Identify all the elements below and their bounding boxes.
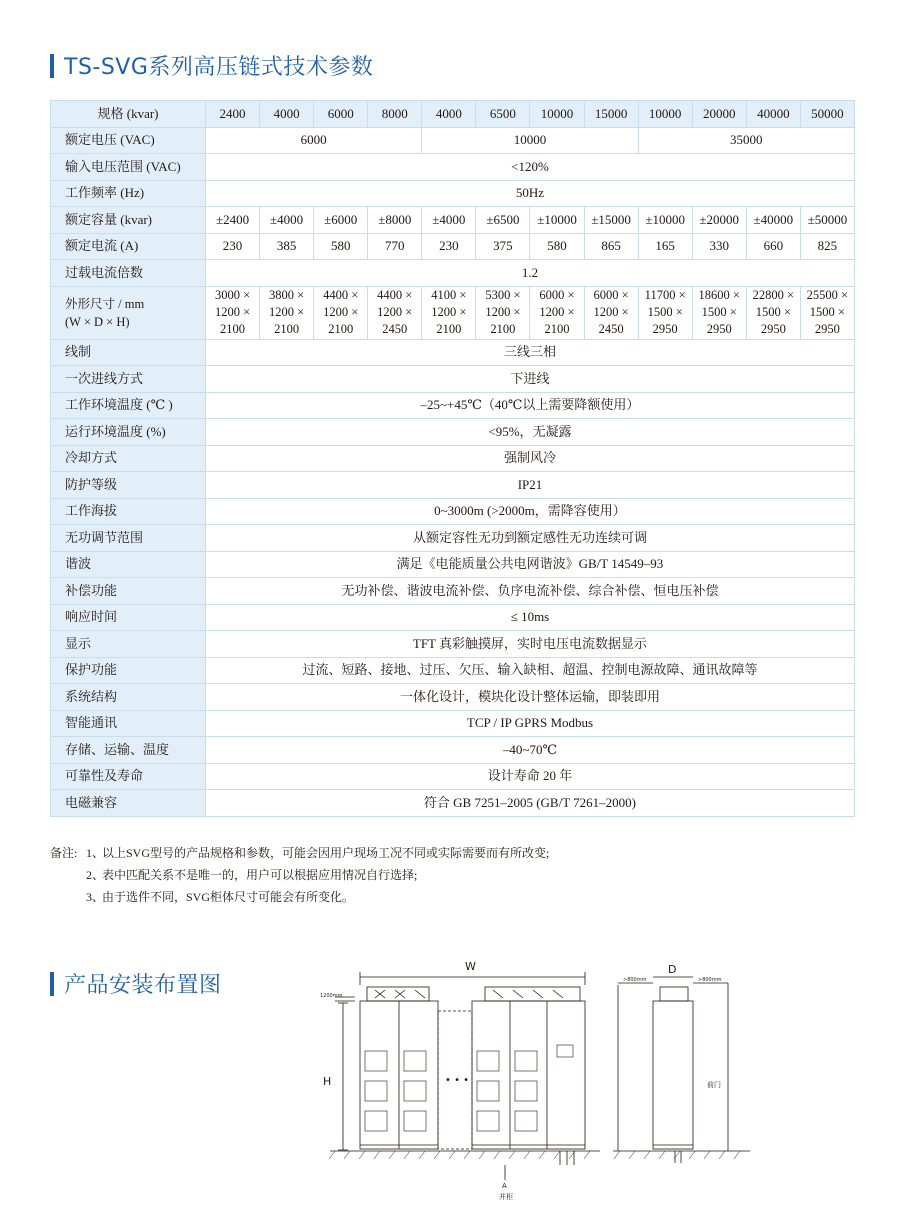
spec-cell: 0~3000m (>2000m，需降容使用） [206,498,855,525]
row-label: 一次进线方式 [51,366,206,393]
row-label: 响应时间 [51,604,206,631]
spec-cell: 770 [368,233,422,260]
row-label: 存储、运输、温度 [51,737,206,764]
table-row [51,472,855,499]
dim-line: 2100 [544,322,570,336]
spec-cell: 6000 [314,101,368,128]
spec-cell: 165 [638,233,692,260]
dim-line: 2950 [760,322,786,336]
spec-cell: 10000 [638,101,692,128]
row-label: 额定电压 (VAC) [51,127,206,154]
row-label: 防护等级 [51,472,206,499]
spec-cell: 15000 [584,101,638,128]
spec-cell: 4000 [422,101,476,128]
spec-cell [692,286,746,339]
notes-prefix: 备注: [50,846,78,860]
row-label: 额定容量 (kvar) [51,207,206,234]
table-row [51,233,855,260]
spec-cell: 50000 [800,101,854,128]
spec-cell [476,286,530,339]
spec-cell: 强制风冷 [206,445,855,472]
spec-cell: 6000 [206,127,422,154]
table-row [51,419,855,446]
note-text: 表中匹配关系不是唯一的，用户可以根据应用情况自行选择; [102,868,418,882]
dim-line: 11700 × [644,288,686,302]
spec-cell [746,286,800,339]
table-row [51,737,855,764]
row-label: 线制 [51,339,206,366]
spec-cell: ±40000 [746,207,800,234]
spec-cell: <120% [206,154,855,181]
spec-cell [206,286,260,339]
table-row [51,154,855,181]
table-row [51,710,855,737]
table-row [51,366,855,393]
dim-line: 1200 × [485,305,521,319]
dim-line: 2100 [328,322,354,336]
dim-line: 25500 × [806,288,849,302]
dim-line: 2100 [274,322,300,336]
spec-cell: 6500 [476,101,530,128]
spec-cell: 230 [206,233,260,260]
table-row [51,763,855,790]
spec-cell: 865 [584,233,638,260]
spec-cell: 下进线 [206,366,855,393]
dim-line: 1200 × [377,305,413,319]
dim-line: 3000 × [214,288,251,302]
table-row [51,286,855,339]
row-label: 工作频率 (Hz) [51,180,206,207]
note-text: 以上SVG型号的产品规格和参数，可能会因用户现场工况不同或实际需要而有所改变; [102,846,550,860]
dim-line: 1500 × [755,305,791,319]
label-h: H [323,1075,332,1088]
row-label: 工作海拔 [51,498,206,525]
spec-cell: 40000 [746,101,800,128]
row-label [51,286,206,339]
table-row [51,392,855,419]
note-3 [50,886,549,908]
dim-line: 1200 × [214,305,251,319]
spec-cell: 满足《电能质量公共电网谐波》GB/T 14549–93 [206,551,855,578]
table-row [51,339,855,366]
dim-line: 1200 × [539,305,575,319]
table-row [51,207,855,234]
table-row [51,525,855,552]
heading-bar [50,54,54,78]
spec-cell: ±10000 [638,207,692,234]
spec-cell: ±4000 [422,207,476,234]
row-label: 工作环境温度 (℃ ) [51,392,206,419]
row-label: 谐波 [51,551,206,578]
row-label: 无功调节范围 [51,525,206,552]
table-row [51,101,855,128]
table-row [51,684,855,711]
label-800-left: >800mm [623,977,647,983]
spec-cell: ±6500 [476,207,530,234]
spec-cell: ±8000 [368,207,422,234]
table-row [51,260,855,287]
label-1200: 1200mm [320,993,343,999]
spec-cell: 10000 [422,127,638,154]
spec-cell: TCP / IP GPRS Modbus [206,710,855,737]
spec-cell: ±20000 [692,207,746,234]
spec-cell: 580 [314,233,368,260]
label-dots: • • • [445,1075,470,1086]
row-label: 过载电流倍数 [51,260,206,287]
label-parallel: 并柜 [499,1193,513,1201]
notes [50,842,549,908]
row-label: 保护功能 [51,657,206,684]
spec-cell: 825 [800,233,854,260]
spec-cell: 设计寿命 20 年 [206,763,855,790]
label-w: W [465,960,476,973]
dim-label-line: (W × D × H) [65,314,130,329]
dim-line: 2100 [436,322,462,336]
label-800-right: >800mm [698,977,722,983]
spec-cell: 230 [422,233,476,260]
spec-cell: 4000 [260,101,314,128]
spec-cell [530,286,584,339]
spec-cell: 一体化设计，模块化设计整体运输，即装即用 [206,684,855,711]
dim-line: 4400 × [323,288,359,302]
section-heading-specs [50,50,373,81]
spec-cell: 2400 [206,101,260,128]
spec-cell: 580 [530,233,584,260]
note-text: 由于选件不同，SVG柜体尺寸可能会有所变化。 [102,890,355,904]
dim-line: 2950 [706,322,732,336]
spec-cell: <95%，无凝露 [206,419,855,446]
dim-line: 18600 × [698,288,740,302]
heading-bar [50,972,54,996]
table-row [51,631,855,658]
dim-line: 1200 × [431,305,467,319]
dim-line: 6000 × [593,288,629,302]
spec-cell: 符合 GB 7251–2005 (GB/T 7261–2000) [206,790,855,817]
row-label: 运行环境温度 (%) [51,419,206,446]
row-label: 可靠性及寿命 [51,763,206,790]
section-title: 产品安装布置图 [64,973,222,998]
dim-line: 2450 [598,322,624,336]
spec-cell [800,286,854,339]
spec-table [50,100,855,817]
dim-line: 1200 × [323,305,359,319]
label-a: A [502,1182,507,1190]
table-row [51,445,855,472]
table-row [51,790,855,817]
note-number: 1、 [86,846,105,860]
row-label: 系统结构 [51,684,206,711]
section-heading-layout [50,968,222,999]
table-row [51,578,855,605]
spec-cell: 660 [746,233,800,260]
dim-line: 5300 × [485,288,521,302]
table-row [51,127,855,154]
installation-diagram [315,955,765,1205]
row-label: 显示 [51,631,206,658]
row-label: 冷却方式 [51,445,206,472]
spec-cell: 1.2 [206,260,855,287]
table-row [51,180,855,207]
row-label: 补偿功能 [51,578,206,605]
dim-line: 6000 × [539,288,575,302]
spec-cell [368,286,422,339]
dim-line: 1200 × [593,305,629,319]
spec-cell: TFT 真彩触摸屏，实时电压电流数据显示 [206,631,855,658]
spec-cell: ±4000 [260,207,314,234]
spec-cell: ±15000 [584,207,638,234]
label-front-door: 前门 [707,1081,721,1089]
spec-cell: 从额定容性无功到额定感性无功连续可调 [206,525,855,552]
spec-cell: 三线三相 [206,339,855,366]
section-title: TS-SVG系列高压链式技术参数 [64,55,374,80]
note-number: 2、 [86,868,105,882]
dim-line: 1500 × [701,305,737,319]
spec-cell: IP21 [206,472,855,499]
row-label: 电磁兼容 [51,790,206,817]
note-number: 3、 [86,890,105,904]
spec-cell [422,286,476,339]
spec-cell: 375 [476,233,530,260]
row-label: 输入电压范围 (VAC) [51,154,206,181]
dim-line: 22800 × [752,288,795,302]
table-row [51,551,855,578]
dim-line: 2100 [220,322,246,336]
dim-line: 2100 [490,322,516,336]
spec-cell: 50Hz [206,180,855,207]
spec-cell: 330 [692,233,746,260]
dim-label-line: 外形尺寸 / mm [65,296,145,311]
spec-cell: 10000 [530,101,584,128]
dim-line: 1200 × [269,305,305,319]
row-label: 规格 (kvar) [51,101,206,128]
spec-cell: –40~70℃ [206,737,855,764]
spec-cell: 无功补偿、谐波电流补偿、负序电流补偿、综合补偿、恒电压补偿 [206,578,855,605]
spec-cell: 过流、短路、接地、过压、欠压、输入缺相、超温、控制电源故障、通讯故障等 [206,657,855,684]
row-label: 额定电流 (A) [51,233,206,260]
spec-cell [584,286,638,339]
spec-cell [260,286,314,339]
dim-line: 2450 [382,322,408,336]
table-row [51,604,855,631]
spec-cell: 35000 [638,127,854,154]
table-row [51,657,855,684]
dim-line: 4400 × [377,288,413,302]
spec-cell: ±50000 [800,207,854,234]
spec-cell: ±6000 [314,207,368,234]
label-d: D [668,963,677,976]
spec-cell: ±10000 [530,207,584,234]
spec-cell [638,286,692,339]
note-1 [50,842,549,864]
spec-cell: ±2400 [206,207,260,234]
spec-cell: –25~+45℃（40℃以上需要降额使用） [206,392,855,419]
note-2 [50,864,549,886]
spec-cell: 8000 [368,101,422,128]
dim-line: 4100 × [431,288,467,302]
dim-line: 1500 × [647,305,683,319]
dim-line: 2950 [814,322,840,336]
dim-line: 1500 × [809,305,845,319]
spec-cell: 20000 [692,101,746,128]
dim-line: 2950 [652,322,678,336]
dim-line: 3800 × [269,288,305,302]
spec-cell [314,286,368,339]
row-label: 智能通讯 [51,710,206,737]
table-row [51,498,855,525]
spec-cell: ≤ 10ms [206,604,855,631]
spec-cell: 385 [260,233,314,260]
